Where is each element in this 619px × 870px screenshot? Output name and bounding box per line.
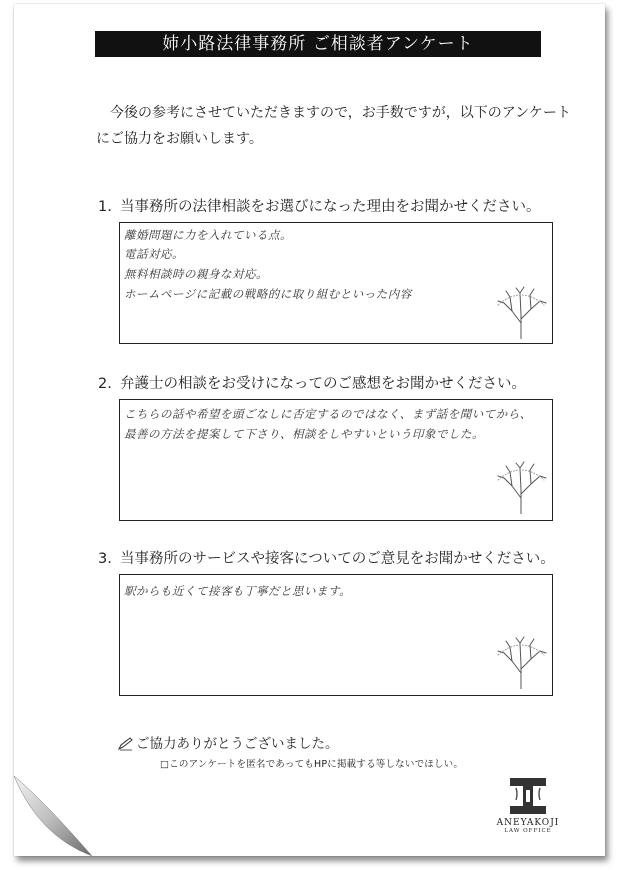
answer-line: ホームページに記載の戦略的に取り組むといった内容 bbox=[124, 287, 412, 301]
thanks-text: ご協力ありがとうございました。 bbox=[136, 736, 339, 752]
answer-line: こちらの話や希望を頭ごなしに否定するのではなく、まず話を聞いてから、 bbox=[124, 407, 532, 421]
answer-line: 駅からも近くて接客も丁寧だと思います。 bbox=[124, 584, 352, 598]
question-text: 当事務所のサービスや接客についてのご意見をお聞かせください。 bbox=[120, 551, 555, 567]
office-logo bbox=[493, 776, 563, 834]
question-2 bbox=[98, 374, 526, 394]
aneyakoji-logo-mark bbox=[510, 776, 546, 816]
logo-subtitle: LAW OFFICE bbox=[504, 828, 552, 834]
answer-box-2 bbox=[119, 399, 553, 521]
answer-line: 離婚問題に力を入れている点。 bbox=[124, 228, 292, 242]
tree-icon bbox=[494, 460, 548, 514]
survey-sheet bbox=[14, 4, 605, 856]
question-number: 3. bbox=[98, 551, 112, 567]
question-number: 1. bbox=[98, 199, 112, 215]
question-text: 当事務所の法律相談をお選びになった理由をお聞かせください。 bbox=[120, 199, 541, 215]
intro-text: 今後の参考にさせていただきますので，お手数ですが，以下のアンケートにご協力をお願いします。 bbox=[96, 105, 571, 147]
tree-icon bbox=[494, 635, 548, 689]
question-number: 2. bbox=[98, 376, 112, 392]
anonymity-note: □このアンケートを匿名であってもHPに掲載する等しないでほしい。 bbox=[160, 759, 464, 770]
page-curl bbox=[14, 716, 154, 856]
answer-box-1 bbox=[119, 222, 553, 344]
answer-line: 最善の方法を提案して下さり、相談をしやすいという印象でした。 bbox=[124, 427, 484, 441]
survey-title: 姉小路法律事務所 ご相談者アンケート bbox=[95, 31, 541, 57]
question-1 bbox=[98, 197, 541, 217]
question-text: 弁護士の相談をお受けになってのご感想をお聞かせください。 bbox=[120, 376, 526, 392]
question-3 bbox=[98, 549, 555, 569]
tree-icon bbox=[494, 285, 548, 339]
logo-name: ANEYAKOJI bbox=[496, 818, 560, 828]
answer-box-3 bbox=[119, 574, 553, 696]
answer-line: 無料相談時の親身な対応。 bbox=[124, 267, 268, 281]
answer-line: 電話対応。 bbox=[124, 247, 184, 261]
